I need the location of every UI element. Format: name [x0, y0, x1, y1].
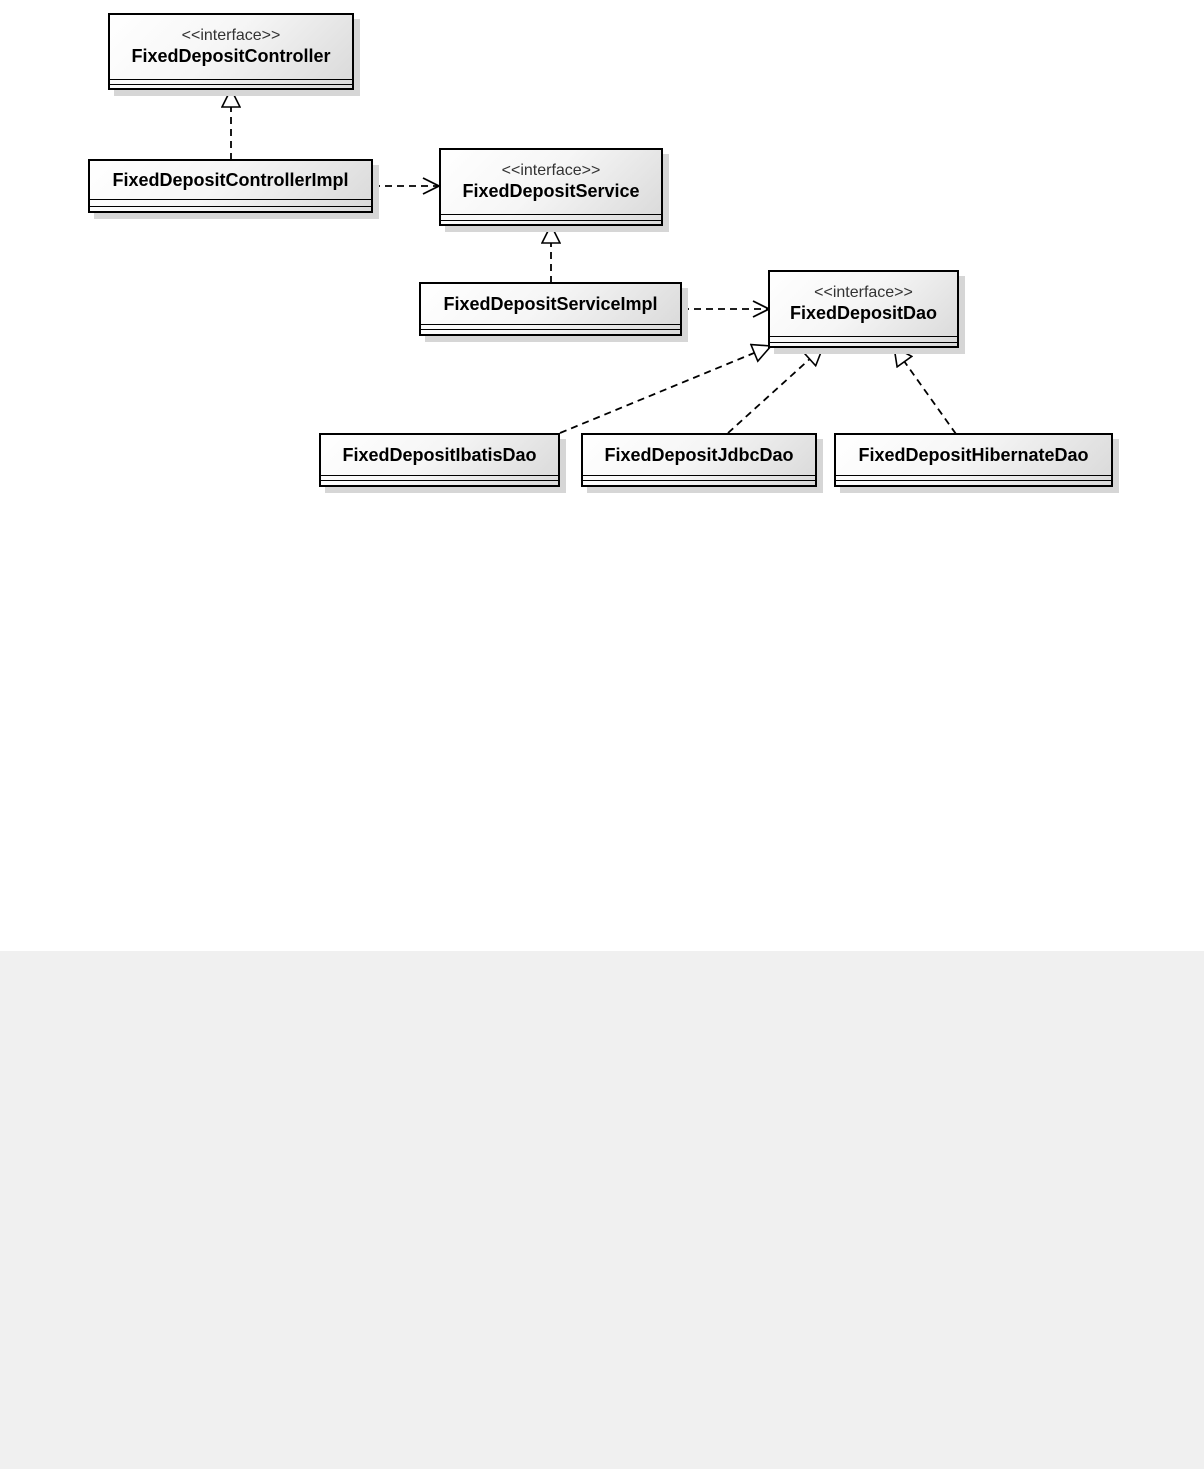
- class-compartment-divider: [770, 342, 957, 343]
- class-header: [321, 435, 558, 476]
- stereotype-label: <<interface>>: [181, 27, 281, 44]
- class-name: FixedDepositControllerImpl: [112, 170, 349, 190]
- class-header: [836, 435, 1111, 476]
- class-box-fixed-deposit-hibernate-dao[interactable]: [834, 433, 1113, 487]
- realization-ibatis-dao-to-dao: [560, 346, 771, 433]
- class-compartment-divider: [110, 84, 352, 85]
- realization-jdbc-dao-to-dao: [728, 347, 823, 433]
- class-compartment-divider: [421, 329, 680, 330]
- class-compartment-divider: [90, 206, 371, 207]
- class-header: [441, 150, 661, 215]
- class-box-fixed-deposit-service[interactable]: [439, 148, 663, 226]
- stereotype-label: <<interface>>: [814, 284, 913, 301]
- class-compartment-divider: [583, 480, 815, 481]
- class-name: FixedDepositIbatisDao: [342, 445, 537, 465]
- class-header: [583, 435, 815, 476]
- class-compartment-divider: [441, 220, 661, 221]
- class-name: FixedDepositServiceImpl: [443, 294, 658, 314]
- class-name: FixedDepositController: [131, 46, 331, 66]
- stereotype-label: <<interface>>: [501, 162, 601, 179]
- class-compartment-divider: [836, 480, 1111, 481]
- class-name: FixedDepositDao: [789, 303, 938, 323]
- class-box-fixed-deposit-controller-impl[interactable]: [88, 159, 373, 213]
- class-header: [421, 284, 680, 325]
- class-box-fixed-deposit-ibatis-dao[interactable]: [319, 433, 560, 487]
- class-name: FixedDepositJdbcDao: [604, 445, 794, 465]
- class-box-fixed-deposit-jdbc-dao[interactable]: [581, 433, 817, 487]
- realization-hibernate-dao-to-dao: [894, 347, 956, 434]
- class-name: FixedDepositHibernateDao: [858, 445, 1089, 465]
- class-name: FixedDepositService: [462, 181, 640, 201]
- class-box-fixed-deposit-controller[interactable]: [108, 13, 354, 90]
- class-header: [770, 272, 957, 337]
- class-box-fixed-deposit-service-impl[interactable]: [419, 282, 682, 336]
- class-header: [90, 161, 371, 200]
- uml-class-diagram: [0, 0, 1204, 520]
- blank-lower-panel: [0, 951, 1204, 1469]
- class-compartment-divider: [321, 480, 558, 481]
- class-header: [110, 15, 352, 80]
- class-box-fixed-deposit-dao[interactable]: [768, 270, 959, 348]
